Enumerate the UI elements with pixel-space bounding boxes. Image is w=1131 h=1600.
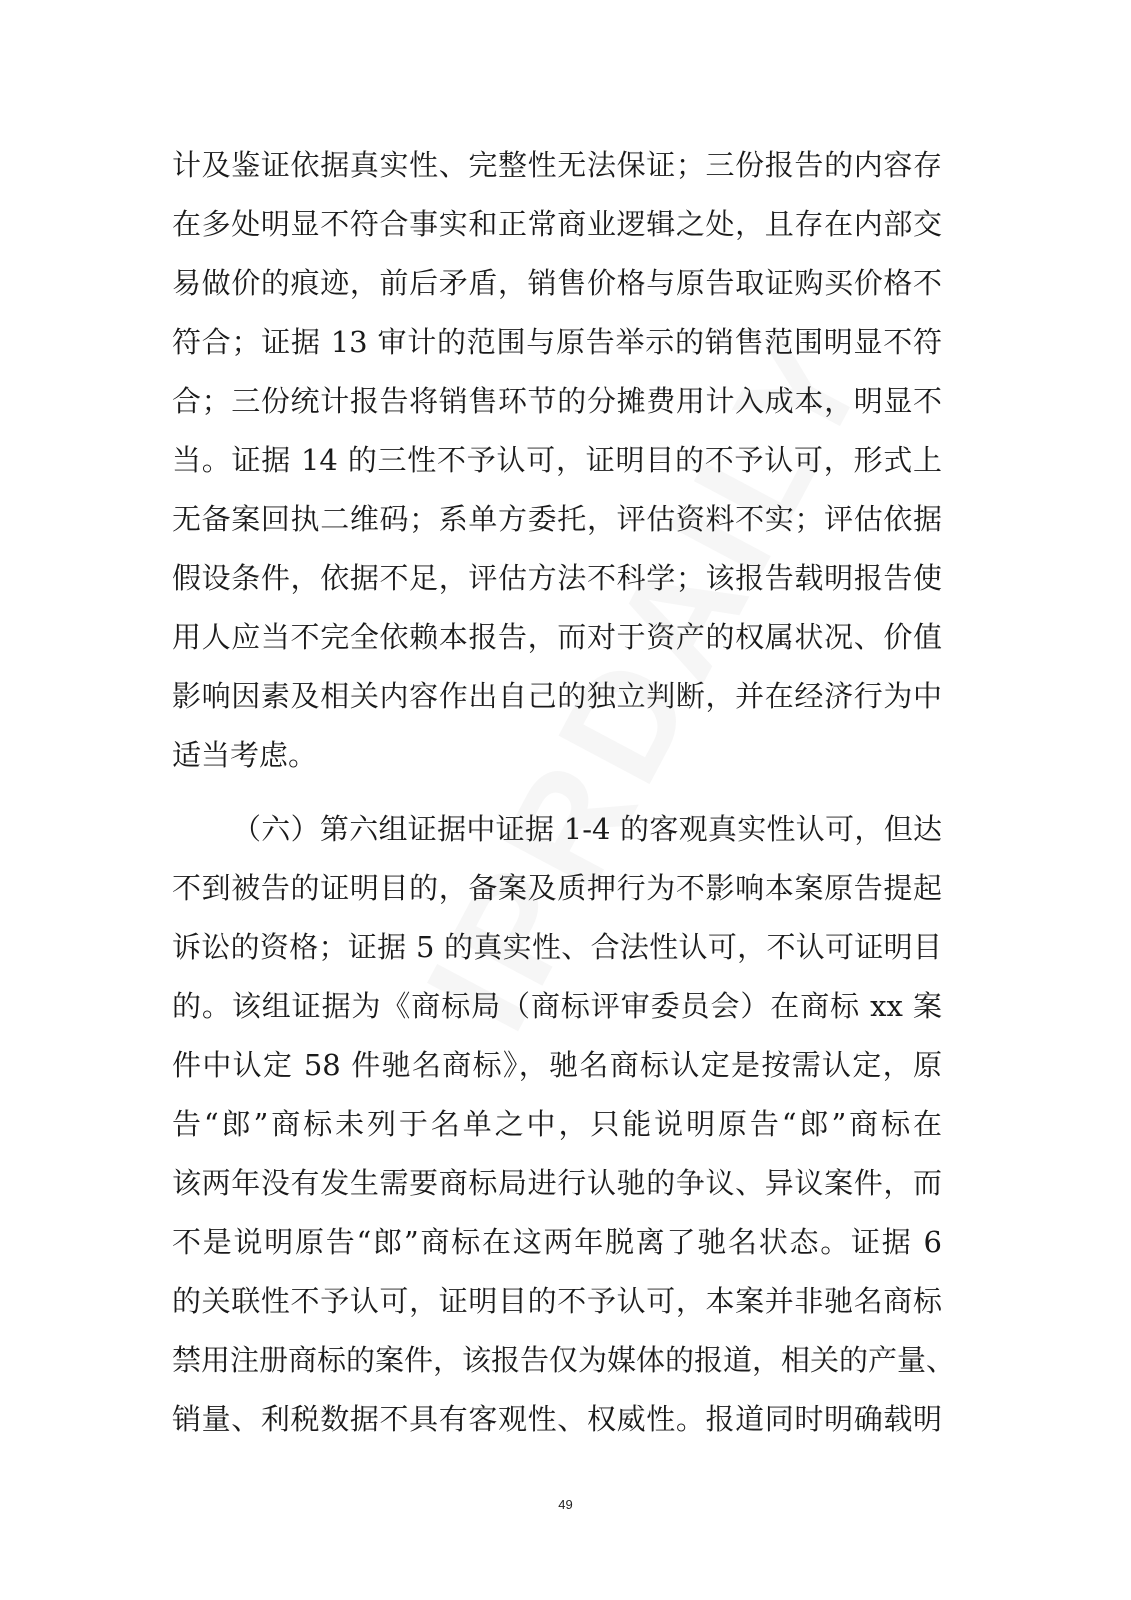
text-line: 当。证据 14 的三性不予认可，证明目的不予认可，形式上 — [172, 443, 942, 477]
text-line: 假设条件，依据不足，评估方法不科学；该报告载明报告使 — [172, 561, 942, 595]
text-line: 合；三份统计报告将销售环节的分摊费用计入成本，明显不 — [172, 384, 942, 418]
page-number: 49 — [558, 1497, 573, 1512]
text-line: 销量、利税数据不具有客观性、权威性。报道同时明确载明 — [172, 1402, 942, 1436]
text-line: 该两年没有发生需要商标局进行认驰的争议、异议案件，而 — [172, 1166, 942, 1200]
text-line: 不到被告的证明目的，备案及质押行为不影响本案原告提起 — [172, 871, 942, 905]
text-line: 无备案回执二维码；系单方委托，评估资料不实；评估依据 — [172, 502, 942, 536]
text-line: 影响因素及相关内容作出自己的独立判断，并在经济行为中 — [172, 679, 942, 713]
text-line: 计及鉴证依据真实性、完整性无法保证；三份报告的内容存 — [172, 148, 942, 182]
text-line: 禁用注册商标的案件，该报告仅为媒体的报道，相关的产量、 — [172, 1343, 956, 1377]
text-line: 件中认定 58 件驰名商标》，驰名商标认定是按需认定，原 — [172, 1048, 942, 1082]
text-line: 适当考虑。 — [172, 738, 318, 772]
text-line: 的关联性不予认可，证明目的不予认可，本案并非驰名商标 — [172, 1284, 942, 1318]
text-line: 用人应当不完全依赖本报告，而对于资产的权属状况、价值 — [172, 620, 942, 654]
text-line: 不是说明原告“郎”商标在这两年脱离了驰名状态。证据 6 — [172, 1225, 942, 1259]
text-line: 在多处明显不符合事实和正常商业逻辑之处，且存在内部交 — [172, 207, 942, 241]
text-line: 的。该组证据为《商标局（商标评审委员会）在商标 xx 案 — [172, 989, 942, 1023]
text-line: 告“郎”商标未列于名单之中，只能说明原告“郎”商标在 — [172, 1107, 942, 1141]
text-line: 诉讼的资格；证据 5 的真实性、合法性认可，不认可证明目 — [172, 930, 942, 964]
text-line: 易做价的痕迹，前后矛盾，销售价格与原告取证购买价格不 — [172, 266, 942, 300]
paragraph-first-line: （六）第六组证据中证据 1-4 的客观真实性认可，但达 — [232, 812, 942, 846]
text-line: 符合；证据 13 审计的范围与原告举示的销售范围明显不符 — [172, 325, 942, 359]
